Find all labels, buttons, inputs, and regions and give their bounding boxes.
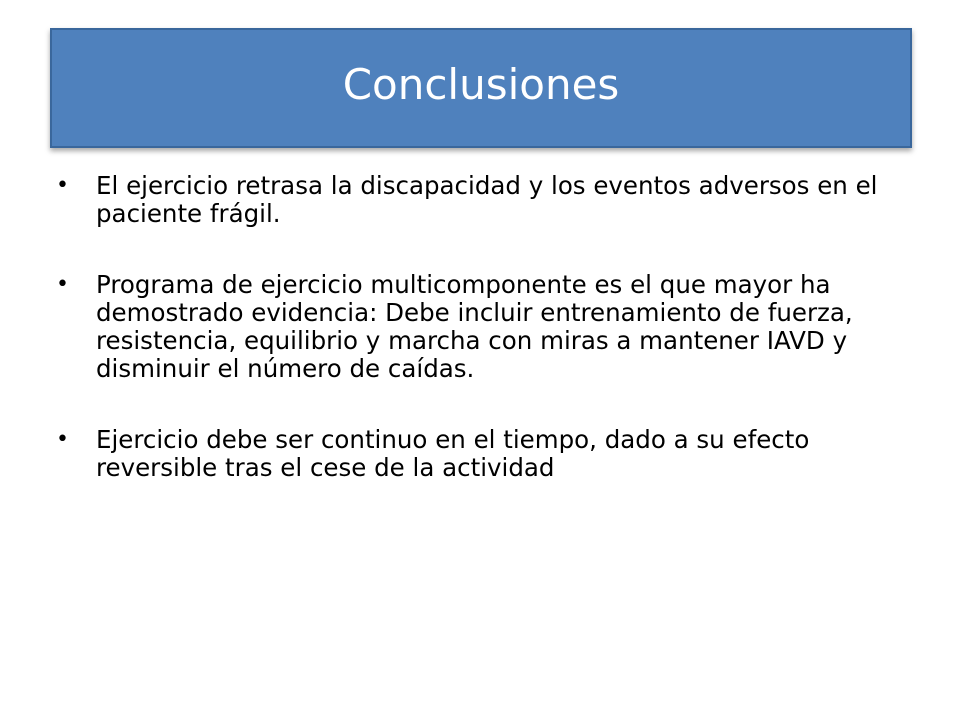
bullet-icon: • <box>56 427 69 452</box>
bullet-text: El ejercicio retrasa la discapacidad y los eventos adversos en el paciente frágil. <box>96 171 878 228</box>
bullet-text: Ejercicio debe ser continuo en el tiempo, dado a su efecto reversible tras el cese de la actividad <box>96 425 810 482</box>
title-box <box>50 28 912 148</box>
bullet-icon: • <box>56 272 69 297</box>
bullet-item <box>56 172 916 228</box>
bullet-list <box>56 172 916 525</box>
bullet-icon: • <box>56 173 69 198</box>
bullet-item <box>56 426 916 482</box>
bullet-item <box>56 271 916 383</box>
slide-title: Conclusiones <box>342 59 620 109</box>
bullet-text: Programa de ejercicio multicomponente es el que mayor ha demostrado evidencia: Debe incluir entrenamiento de fuerza, resistencia, equilibrio y marcha con miras a mantener IAVD y disminuir el número de caídas. <box>96 270 853 383</box>
